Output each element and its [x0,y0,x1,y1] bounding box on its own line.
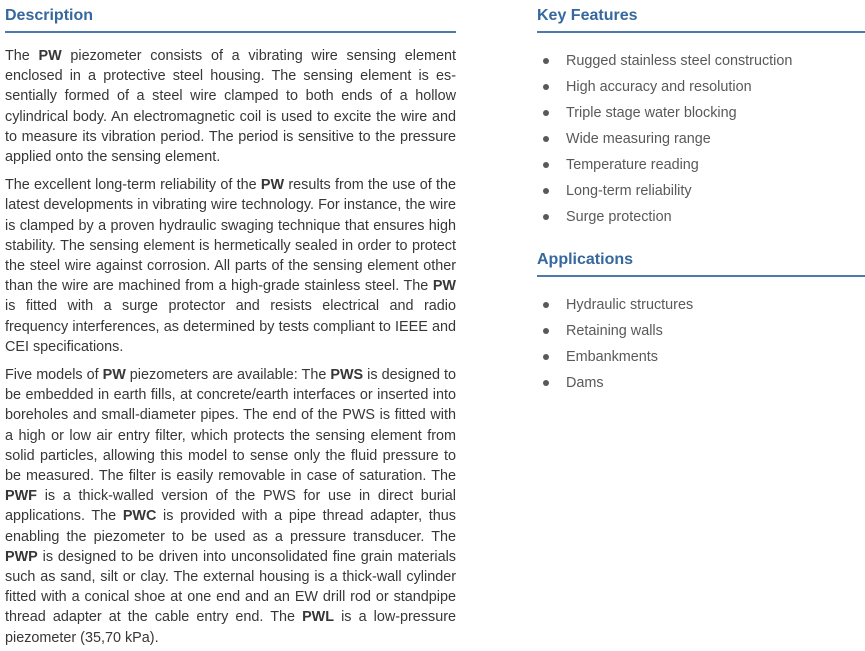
application-list-item [537,321,865,341]
bullet-icon [543,188,549,194]
bullet-icon [543,110,549,116]
bullet-icon [543,302,549,308]
feature-list-item [537,51,865,71]
bullet-icon [543,162,549,168]
feature-item-label: Temperature reading [566,157,699,173]
sidebar-column [537,6,865,399]
description-heading: Description [5,6,456,33]
feature-list-item [537,77,865,97]
bullet-icon [543,354,549,360]
description-paragraph: Five models of PW piezometers are available: The PWS is designed to be embedded in earth fills, at concrete/earth interfaces or inserted into boreholes and small-diameter pipes. The end of the PWS is fitted with a high or low air entry filter, which protects the sensing element from solid particles, allowing this model to sense only the fluid pressure to be measured. The filter is easily removable in case of saturation. The PWF is a thick-walled version of the PWS for use in direct burial applications. The PWC is provided with a pipe thread adapter, thus enabling the piezometer to be used as a pressure transducer. The PWP is designed to be driven into unconsolidated fine grain materials such as sand, silt or clay. The external housing is a thick-wall cylinder fitted with a conical shoe at one end and an EW drill rod or standpipe thread adapter at the cable entry end. The PWL is a low-pressure piezometer (35,70 kPa). [5,367,457,646]
application-list-item [537,295,865,315]
feature-list-item [537,103,865,123]
feature-item-label: Wide measuring range [566,131,711,147]
bullet-icon [543,328,549,334]
feature-item-label: Surge protection [566,209,672,225]
feature-item-label: Triple stage water blocking [566,105,737,121]
applications-section [537,250,865,393]
bullet-icon [543,380,549,386]
feature-list-item [537,207,865,227]
bullet-icon [543,58,549,64]
feature-list-item [537,181,865,201]
description-section [5,6,456,651]
feature-list-item [537,129,865,149]
application-list-item [537,347,865,367]
applications-list [537,295,865,393]
application-item-label: Embankments [566,349,658,365]
bullet-icon [543,136,549,142]
bullet-icon [543,84,549,90]
application-list-item [537,373,865,393]
feature-item-label: Long-term reliability [566,183,692,199]
feature-item-label: Rugged stainless steel construction [566,53,793,69]
application-item-label: Retaining walls [566,323,663,339]
description-paragraph: The excellent long-term reliability of the PW results from the use of the latest developments in vibrating wire technology. For instance, the wire is clamped by a proven hydraulic swaging technique that ensures high stability. The sensing element is hermetically sealed in order to protect the steel wire against corrosion. All parts of the sensing element other than the wire are machined from a high-grade stainless steel. The PW is fitted with a surge protector and resists electrical and radio frequency interferences, as determined by tests compliant to IEEE and CEI specifications. [5,177,457,355]
key-features-list [537,51,865,227]
feature-item-label: High accuracy and resolution [566,79,752,95]
key-features-section [537,6,865,227]
bullet-icon [543,214,549,220]
application-item-label: Hydraulic structures [566,297,694,313]
feature-list-item [537,155,865,175]
description-paragraph: The PW piezometer consists of a vibrating wire sensing element enclosed in a protective steel housing. The sensing element is essentially formed of a steel wire clamped to both ends of a hollow cylindrical body. An electromagnetic coil is used to excite the wire and to measure its vibration period. The period is sensitive to the pressure applied onto the sensing element. [5,48,456,166]
application-item-label: Dams [566,375,604,391]
key-features-heading: Key Features [537,6,865,33]
applications-heading: Applications [537,250,865,277]
description-paragraphs [5,46,456,648]
